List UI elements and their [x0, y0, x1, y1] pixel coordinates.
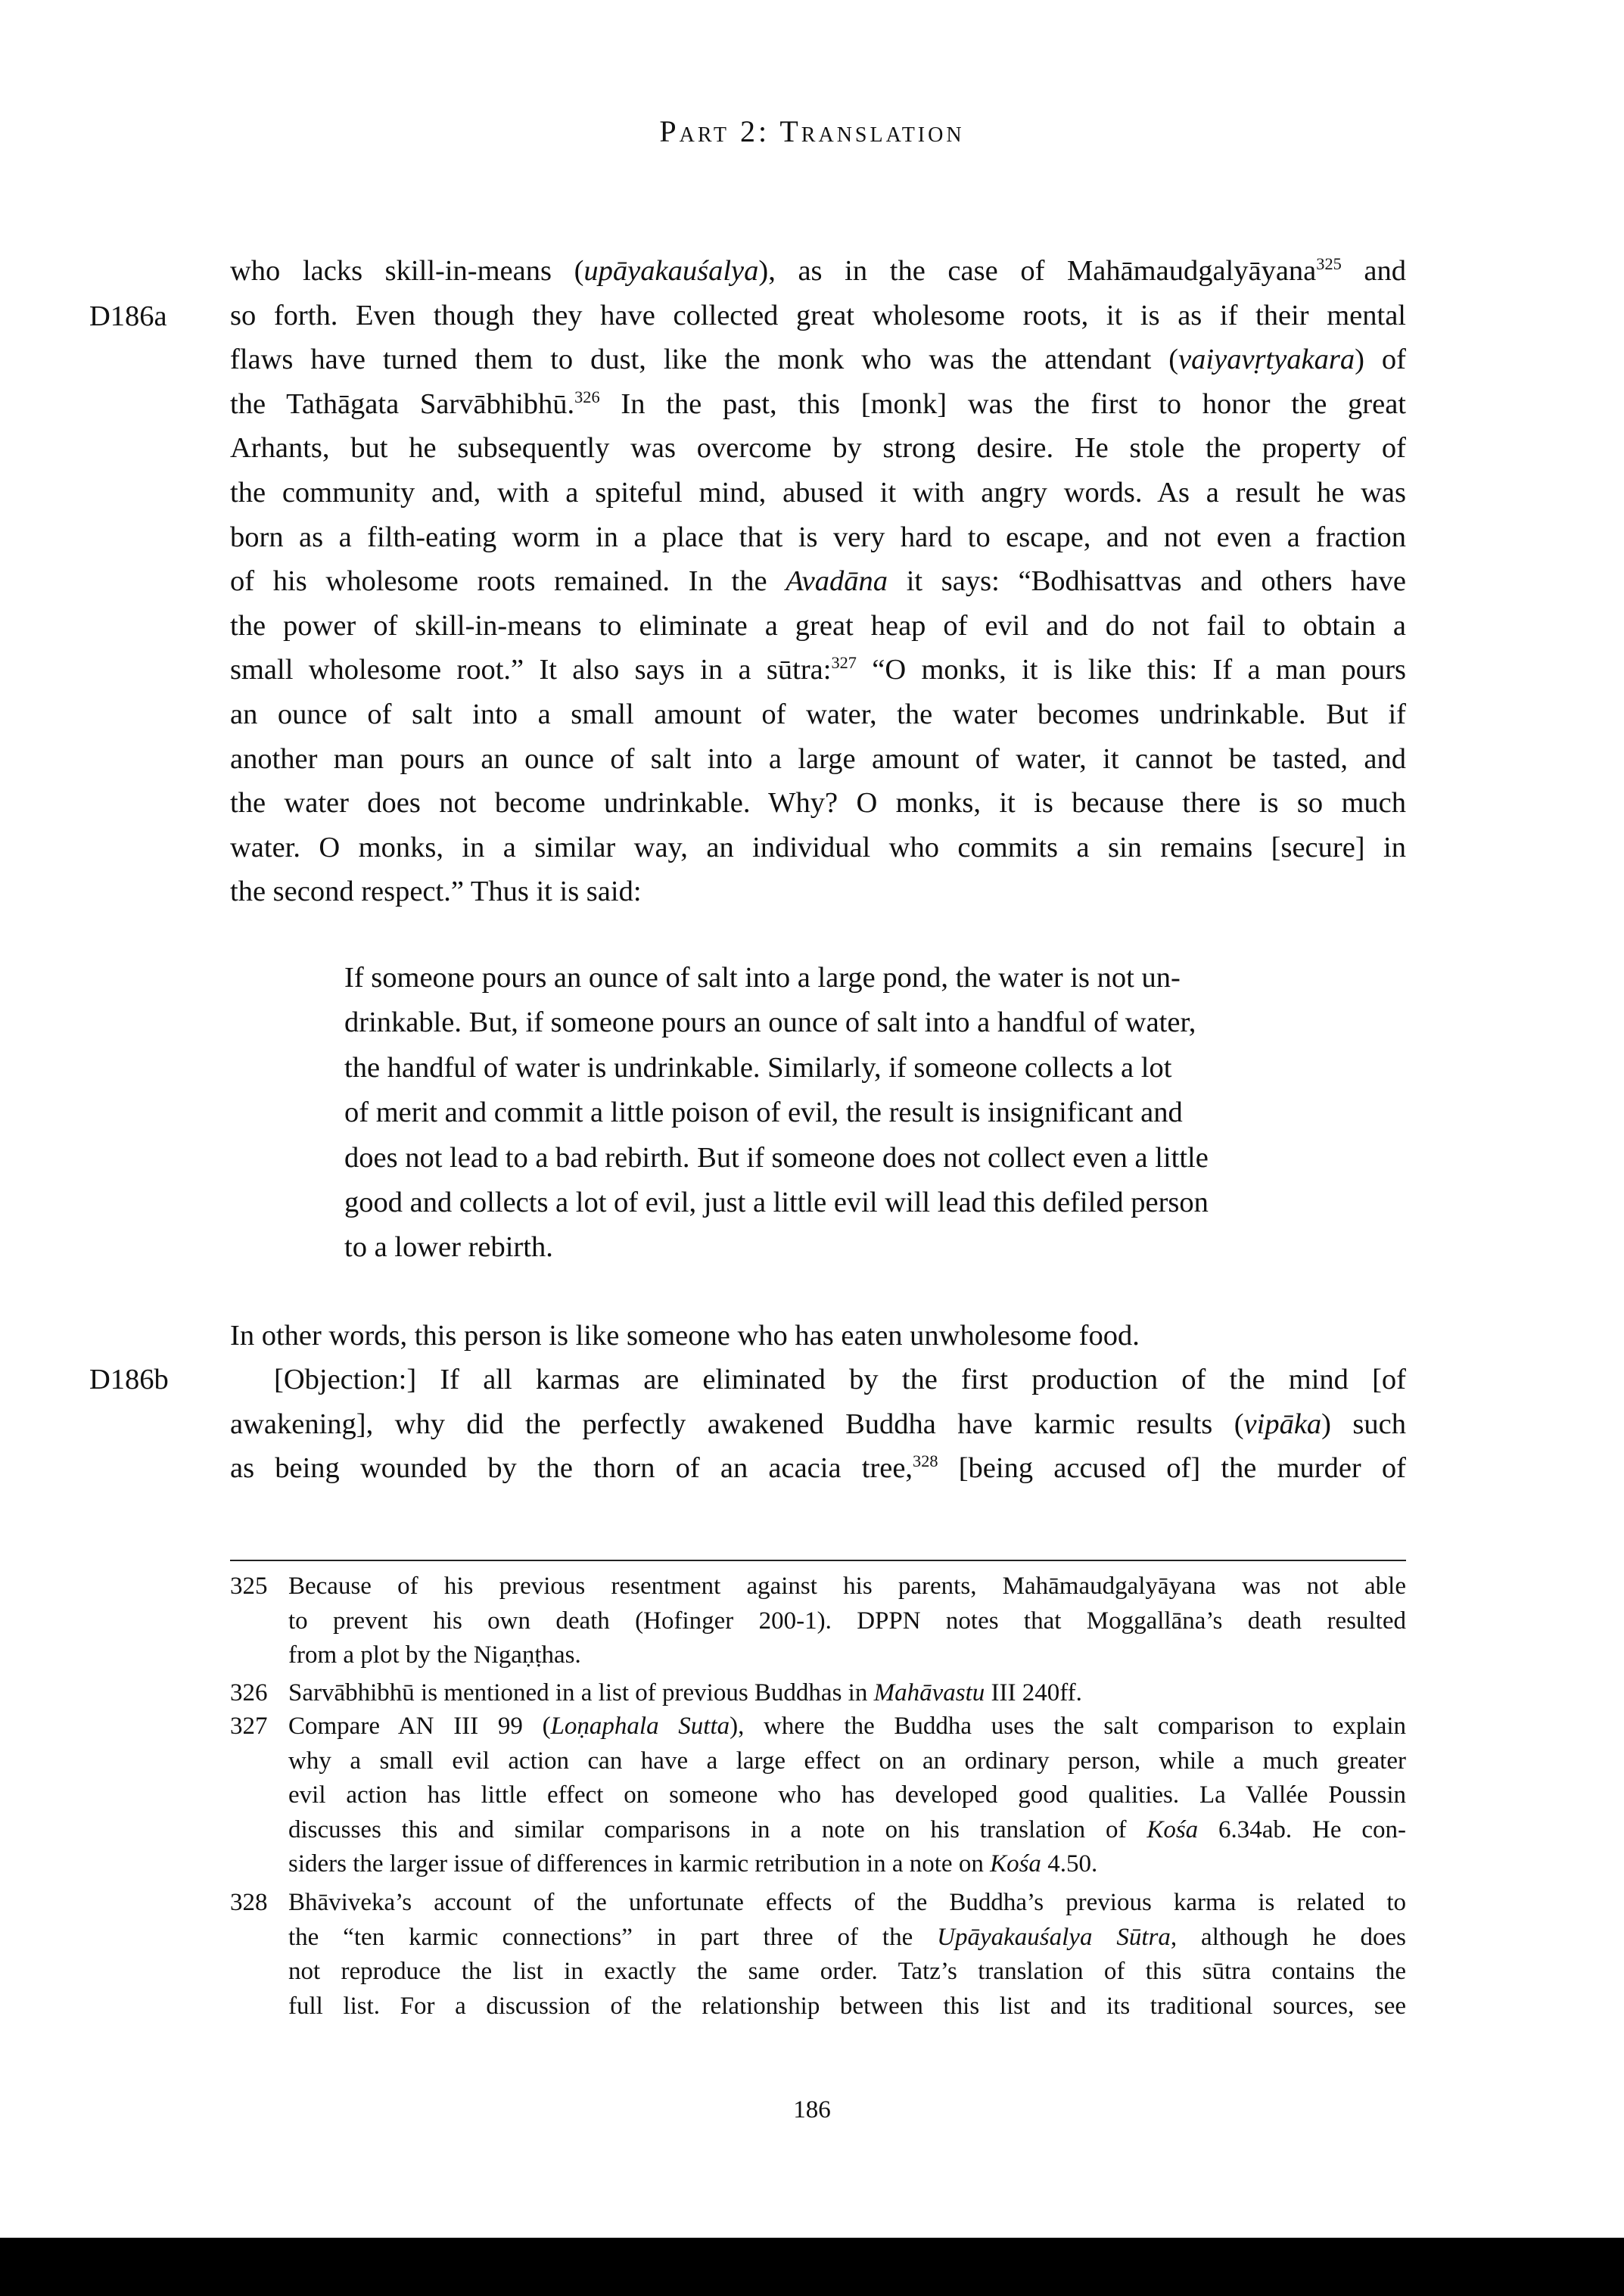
text-line: [288, 1886, 1406, 1921]
paragraph-1: [230, 249, 1406, 914]
footnote-text: [288, 1886, 1406, 2024]
text-run[interactable]: so forth. Even though they have collected great wholesome roots, it is as if their mental: [230, 299, 1406, 331]
text-line: [288, 1955, 1406, 1990]
footnote-ref[interactable]: 326: [574, 387, 600, 406]
text-run[interactable]: good and collects a lot of evil, just a little evil will lead this defiled person: [344, 1187, 1209, 1219]
text-run[interactable]: siders the larger issue of differences in karmic retribution in a note on: [288, 1850, 991, 1878]
text-run[interactable]: the handful of water is undrinkable. Similarly, if someone collects a lot: [344, 1051, 1172, 1084]
text-run[interactable]: 4.50.: [1041, 1850, 1098, 1878]
text-line: [288, 1570, 1406, 1604]
text-line: [344, 1181, 1351, 1225]
text-run[interactable]: evil action has little effect on someone who has developed good qualities. La Vallée Poussin: [288, 1781, 1406, 1809]
footnote-rule: [230, 1560, 1406, 1561]
text-line: [288, 1676, 1406, 1711]
text-run[interactable]: ) such: [1321, 1408, 1406, 1440]
text-run[interactable]: ), where the Buddha uses the salt comparison to explain: [730, 1713, 1407, 1740]
text-run[interactable]: the “ten karmic connections” in part three of the: [288, 1923, 938, 1951]
text-line: [288, 1638, 1406, 1673]
text-run[interactable]: of his wholesome roots remained. In the: [230, 565, 786, 598]
text-run[interactable]: it says: “Bodhisattvas and others have: [888, 565, 1406, 598]
text-run[interactable]: Compare AN III 99 (: [288, 1713, 551, 1740]
text-run[interactable]: the Tathāgata Sarvābhibhū.: [230, 387, 575, 420]
paragraph-3: [230, 1358, 1406, 1491]
page-number: 186: [793, 2096, 831, 2123]
text-line: [230, 1358, 1406, 1402]
text-line: [230, 471, 1406, 515]
margin-label-d186b: D186b: [89, 1364, 169, 1395]
text-run[interactable]: of merit and commit a little poison of evil, the result is insignificant and: [344, 1097, 1183, 1129]
text-run[interactable]: flaws have turned them to dust, like the monk who was the attendant (: [230, 344, 1179, 376]
text-line: [230, 1446, 1406, 1491]
text-run[interactable]: III 240ff.: [985, 1679, 1082, 1706]
text-run[interactable]: ) of: [1355, 344, 1406, 376]
footnote-number: 327: [230, 1713, 268, 1740]
text-line: [344, 1136, 1351, 1181]
footnote-number: 328: [230, 1889, 268, 1916]
footnote-text: [288, 1710, 1406, 1882]
text-run[interactable]: as being wounded by the thorn of an acacia tree,: [230, 1452, 913, 1485]
text-line: [344, 1225, 1351, 1270]
text-line: [230, 382, 1406, 427]
text-run[interactable]: [Objection:] If all karmas are eliminated by the first production of the mind [of: [274, 1364, 1406, 1395]
text-line: [230, 692, 1406, 737]
text-line: [230, 604, 1406, 649]
text-run[interactable]: Arhants, but he subsequently was overcome by strong desire. He stole the property of: [230, 432, 1406, 465]
text-line: [288, 1813, 1406, 1848]
text-run[interactable]: [being accused of] the murder of: [938, 1452, 1406, 1485]
text-run[interactable]: does not lead to a bad rebirth. But if someone does not collect even a little: [344, 1141, 1209, 1174]
text-run[interactable]: not reproduce the list in exactly the same order. Tatz’s translation of this sūtra contains the: [288, 1958, 1406, 1985]
text-line: [344, 1090, 1351, 1135]
text-line: [344, 956, 1351, 1000]
text-run[interactable]: the water does not become undrinkable. Why? O monks, it is because there is so much: [230, 787, 1406, 820]
text-line: [230, 515, 1406, 560]
text-line: [288, 1847, 1406, 1882]
text-line: [230, 648, 1406, 692]
text-run[interactable]: awakening], why did the perfectly awakened Buddha have karmic results (: [230, 1408, 1244, 1440]
text-run[interactable]: Because of his previous resentment against his parents, Mahāmaudgalyāyana was not able: [288, 1573, 1406, 1600]
text-run[interactable]: Sarvābhibhū is mentioned in a list of previous Buddhas in: [288, 1679, 874, 1706]
text-run[interactable]: from a plot by the Nigaṇṭhas.: [288, 1641, 581, 1669]
italic-term: Mahāvastu: [873, 1679, 985, 1706]
text-run[interactable]: 6.34ab. He con-: [1198, 1815, 1406, 1843]
paragraph-2: [230, 1314, 1406, 1358]
text-line: [230, 559, 1406, 604]
text-run[interactable]: to prevent his own death (Hofinger 200-1). DPPN notes that Moggallāna’s death resulted: [288, 1607, 1406, 1635]
text-run[interactable]: drinkable. But, if someone pours an ounce of salt into a handful of water,: [344, 1006, 1196, 1039]
footnote-ref[interactable]: 328: [913, 1451, 938, 1471]
text-line: [288, 1604, 1406, 1639]
footnote-ref[interactable]: 325: [1316, 254, 1342, 274]
text-run[interactable]: and: [1341, 255, 1407, 287]
text-line: [230, 1402, 1406, 1447]
text-run[interactable]: an ounce of salt into a small amount of water, the water becomes undrinkable. But if: [230, 698, 1406, 730]
text-line: [230, 426, 1406, 471]
text-run[interactable]: If someone pours an ounce of salt into a large pond, the water is not un-: [344, 962, 1181, 994]
text-run[interactable]: the community and, with a spiteful mind, abused it with angry words. As a result he was: [230, 476, 1406, 509]
text-line: [344, 1046, 1351, 1090]
running-head: Part 2: Translation: [659, 114, 965, 148]
text-run[interactable]: , although he does: [1170, 1923, 1406, 1951]
text-run[interactable]: ), as in the case of Mahāmaudgalyāyana: [758, 255, 1317, 287]
text-line: [230, 249, 1406, 294]
footnote-text: [288, 1676, 1406, 1711]
text-line: [230, 1314, 1406, 1358]
text-run[interactable]: full list. For a discussion of the relationship between this list and its traditional sources, see: [288, 1992, 1406, 2020]
italic-term: Loṇaphala Sutta: [550, 1713, 730, 1740]
text-run[interactable]: who lacks skill-in-means (: [230, 255, 584, 287]
italic-term: upāyakauśalya: [583, 255, 759, 287]
text-run[interactable]: why a small evil action can have a large effect on an ordinary person, while a much greater: [288, 1747, 1406, 1775]
footnote-text: [288, 1570, 1406, 1673]
italic-term: Kośa: [990, 1850, 1041, 1878]
text-run[interactable]: In the past, this [monk] was the first to honor the great: [599, 387, 1406, 420]
text-run[interactable]: born as a filth-eating worm in a place that is very hard to escape, and not even a fraction: [230, 521, 1406, 553]
footnote-325: [230, 1570, 1406, 1673]
text-line: [230, 870, 1406, 914]
italic-term: Kośa: [1146, 1815, 1199, 1843]
text-run[interactable]: the second respect.” Thus it is said:: [230, 876, 642, 908]
text-line: [288, 1921, 1406, 1955]
text-run[interactable]: to a lower rebirth.: [344, 1231, 553, 1264]
text-line: [230, 781, 1406, 826]
text-line: [230, 737, 1406, 782]
text-line: [288, 1744, 1406, 1779]
footnote-327: [230, 1710, 1406, 1882]
italic-term: vaiyavṛtyakara: [1178, 344, 1355, 376]
italic-term: vipāka: [1243, 1408, 1322, 1440]
block-quote: [344, 956, 1351, 1271]
text-line: [230, 338, 1406, 382]
text-run[interactable]: Bhāviveka’s account of the unfortunate effects of the Buddha’s previous karma is related to: [288, 1889, 1406, 1916]
text-line: [288, 1710, 1406, 1744]
text-line: [230, 294, 1406, 338]
text-line: [230, 826, 1406, 870]
text-line: [288, 1990, 1406, 2024]
italic-term: Avadāna: [786, 565, 888, 598]
text-run[interactable]: the power of skill-in-means to eliminate a great heap of evil and do not fail to obtain a: [230, 609, 1406, 642]
footnote-326: [230, 1676, 1406, 1711]
text-run[interactable]: small wholesome root.” It also says in a sūtra:: [230, 654, 832, 686]
text-run[interactable]: water. O monks, in a similar way, an individual who commits a sin remains [secure] in: [230, 831, 1406, 863]
text-run[interactable]: another man pours an ounce of salt into a large amount of water, it cannot be tasted, and: [230, 742, 1406, 775]
text-line: [344, 1000, 1351, 1045]
text-run[interactable]: In other words, this person is like someone who has eaten unwholesome food.: [230, 1320, 1140, 1352]
footnote-328: [230, 1886, 1406, 2024]
text-line: [288, 1778, 1406, 1813]
text-run[interactable]: discusses this and similar comparisons in a note on his translation of: [288, 1815, 1147, 1843]
margin-label-d186a: D186a: [89, 300, 167, 332]
italic-term: Upāyakauśalya Sūtra: [937, 1923, 1171, 1951]
footnote-ref[interactable]: 327: [831, 653, 857, 673]
text-run[interactable]: “O monks, it is like this: If a man pours: [856, 654, 1407, 686]
scan-border: [0, 2238, 1624, 2296]
footnote-number: 325: [230, 1573, 268, 1600]
footnote-number: 326: [230, 1679, 268, 1706]
